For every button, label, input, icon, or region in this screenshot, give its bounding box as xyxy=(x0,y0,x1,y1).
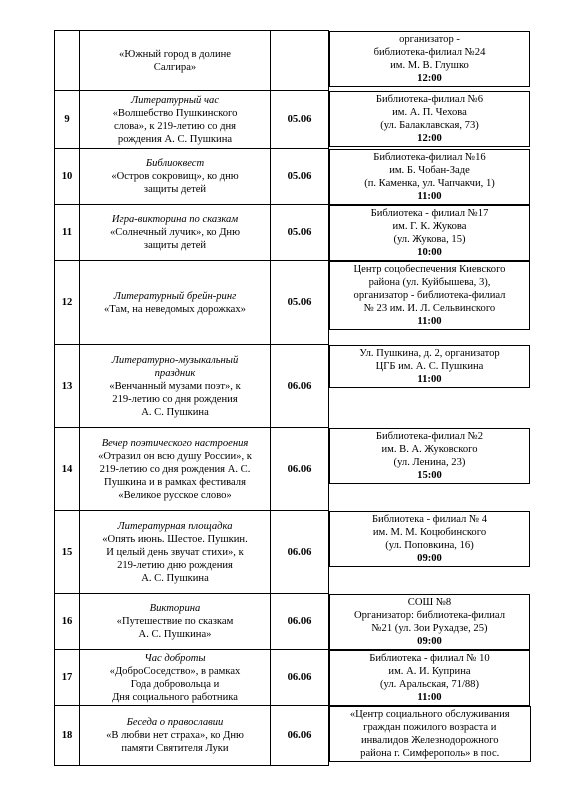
event-title: «Южный город в долине Салгира» xyxy=(119,48,231,73)
row-number xyxy=(55,31,80,91)
venue-text: Библиотека - филиал №17 им. Г. К. Жукова (ул. Жукова, 15) xyxy=(370,207,489,245)
table-row xyxy=(55,650,531,706)
event-cell xyxy=(80,650,271,706)
row-number: 12 xyxy=(55,261,80,345)
event-date: 05.06 xyxy=(271,261,329,345)
event-cell xyxy=(80,511,271,594)
event-title: «Солнечный лучик», ко Дню защиты детей xyxy=(109,227,241,251)
event-title: «Там, на неведомых дорожках» xyxy=(104,303,246,315)
venue-text: «Центр социального обслуживания граждан пожилого возраста и инвалидов Железнодорожного района г. Симферополь» в пос. xyxy=(349,708,510,759)
event-date: 05.06 xyxy=(271,205,329,261)
event-cell xyxy=(80,149,271,205)
table-row xyxy=(55,594,531,650)
event-cell xyxy=(80,428,271,511)
event-type: Викторина xyxy=(149,603,201,614)
event-time: 15:00 xyxy=(417,469,442,481)
event-title: «ДоброСоседство», в рамках Года добровольца и Дня социального работника xyxy=(109,665,241,703)
event-type: Игра-викторина по сказкам xyxy=(111,214,239,225)
event-date: 06.06 xyxy=(271,511,329,594)
event-cell xyxy=(80,706,271,766)
event-time: 09:00 xyxy=(417,552,442,564)
row-number: 15 xyxy=(55,511,80,594)
event-time: 09:00 xyxy=(417,635,442,647)
event-cell xyxy=(80,261,271,345)
table-row xyxy=(55,91,531,149)
table-row xyxy=(55,261,531,345)
event-time: 11:00 xyxy=(417,315,442,327)
venue-cell xyxy=(329,428,530,484)
venue-text: Ул. Пушкина, д. 2, организатор ЦГБ им. А. С. Пушкина xyxy=(359,347,500,372)
event-title: «Венчанный музами поэт», к 219-летию со дня рождения А. С. Пушкина xyxy=(109,380,241,418)
venue-cell xyxy=(329,511,530,567)
venue-text: Библиотека-филиал №6 им. А. П. Чехова (ул. Балаклавская, 73) xyxy=(375,93,484,131)
venue-cell xyxy=(329,31,530,87)
venue-text: СОШ №8 Организатор: библиотека-филиал №21 (ул. Зои Рухадзе, 25) xyxy=(353,596,506,634)
event-title: «Путешествие по сказкам А. С. Пушкина» xyxy=(116,616,234,640)
event-time: 12:00 xyxy=(417,72,442,84)
table-row xyxy=(55,149,531,205)
event-time: 11:00 xyxy=(417,373,442,385)
event-title: «Опять июнь. Шестое. Пушкин. И целый день звучат стихи», к 219-летию дню рождения А. С. Пушкина xyxy=(102,533,248,584)
row-number: 16 xyxy=(55,594,80,650)
event-title: «Волшебство Пушкинского слова», к 219-летию со дня рождения А. С. Пушкина xyxy=(112,107,238,145)
event-type: Литературно-музыкальный праздник xyxy=(111,354,239,379)
schedule-body xyxy=(55,31,531,766)
event-time: 11:00 xyxy=(417,190,442,202)
event-date: 05.06 xyxy=(271,149,329,205)
row-number: 10 xyxy=(55,149,80,205)
venue-cell xyxy=(329,650,530,706)
event-cell xyxy=(80,205,271,261)
venue-text: организатор - библиотека-филиал №24 им. М. В. Глушко xyxy=(373,33,486,71)
venue-cell xyxy=(329,261,530,330)
event-title: «Отразил он всю душу России», к 219-летию со дня рождения А. С. Пушкина и в рамках фестиваля «Великое русское слово» xyxy=(98,450,252,501)
row-number: 14 xyxy=(55,428,80,511)
event-type: Литературная площадка xyxy=(117,520,233,532)
venue-text: Библиотека-филиал №2 им. В. А. Жуковского (ул. Ленина, 23) xyxy=(375,430,484,468)
event-type: Беседа о православии xyxy=(126,717,224,728)
event-type: Литературный брейн-ринг xyxy=(113,290,237,302)
table-row xyxy=(55,205,531,261)
row-number: 18 xyxy=(55,706,80,766)
event-type: Вечер поэтического настроения xyxy=(101,437,249,449)
venue-cell xyxy=(329,91,530,147)
event-cell xyxy=(80,594,271,650)
venue-cell xyxy=(329,345,530,388)
venue-text: Библиотека - филиал № 10 им. А. И. Куприна (ул. Аральская, 71/88) xyxy=(369,652,490,690)
event-title: «В любви нет страха», ко Дню памяти Святителя Луки xyxy=(106,730,244,754)
venue-cell xyxy=(329,706,531,762)
row-number: 17 xyxy=(55,650,80,706)
table-row xyxy=(55,31,531,91)
event-date: 06.06 xyxy=(271,650,329,706)
table-row xyxy=(55,428,531,511)
table-row xyxy=(55,345,531,428)
event-time: 12:00 xyxy=(417,132,442,144)
venue-text: Библиотека-филиал №16 им. Б. Чобан-Заде (п. Каменка, ул. Чапчакчи, 1) xyxy=(364,151,495,189)
venue-cell xyxy=(329,205,530,261)
table-row xyxy=(55,706,531,766)
event-cell xyxy=(80,31,271,91)
event-title: «Остров сокровищ», ко дню защиты детей xyxy=(111,171,239,195)
event-type: Литературный час xyxy=(130,94,220,106)
schedule-table xyxy=(54,30,531,766)
event-date: 05.06 xyxy=(271,91,329,149)
event-type: Библиоквест xyxy=(145,158,205,169)
venue-text: Библиотека - филиал № 4 им. М. М. Коцюбинского (ул. Поповкина, 16) xyxy=(371,513,488,551)
event-date: 06.06 xyxy=(271,428,329,511)
venue-cell xyxy=(329,594,530,650)
venue-cell xyxy=(329,149,530,205)
table-row xyxy=(55,511,531,594)
event-cell xyxy=(80,345,271,428)
event-time: 10:00 xyxy=(417,246,442,258)
event-date: 06.06 xyxy=(271,706,329,766)
row-number: 13 xyxy=(55,345,80,428)
event-date xyxy=(271,31,329,91)
event-time: 11:00 xyxy=(417,691,442,703)
event-date: 06.06 xyxy=(271,345,329,428)
row-number: 11 xyxy=(55,205,80,261)
event-type: Час доброты xyxy=(144,652,206,664)
row-number: 9 xyxy=(55,91,80,149)
event-date: 06.06 xyxy=(271,594,329,650)
event-cell xyxy=(80,91,271,149)
venue-text: Центр соцобеспечения Киевского района (ул. Куйбышева, 3), организатор - библиотека-филиал № 23 им. И. Л. Сельвинского xyxy=(353,263,506,314)
